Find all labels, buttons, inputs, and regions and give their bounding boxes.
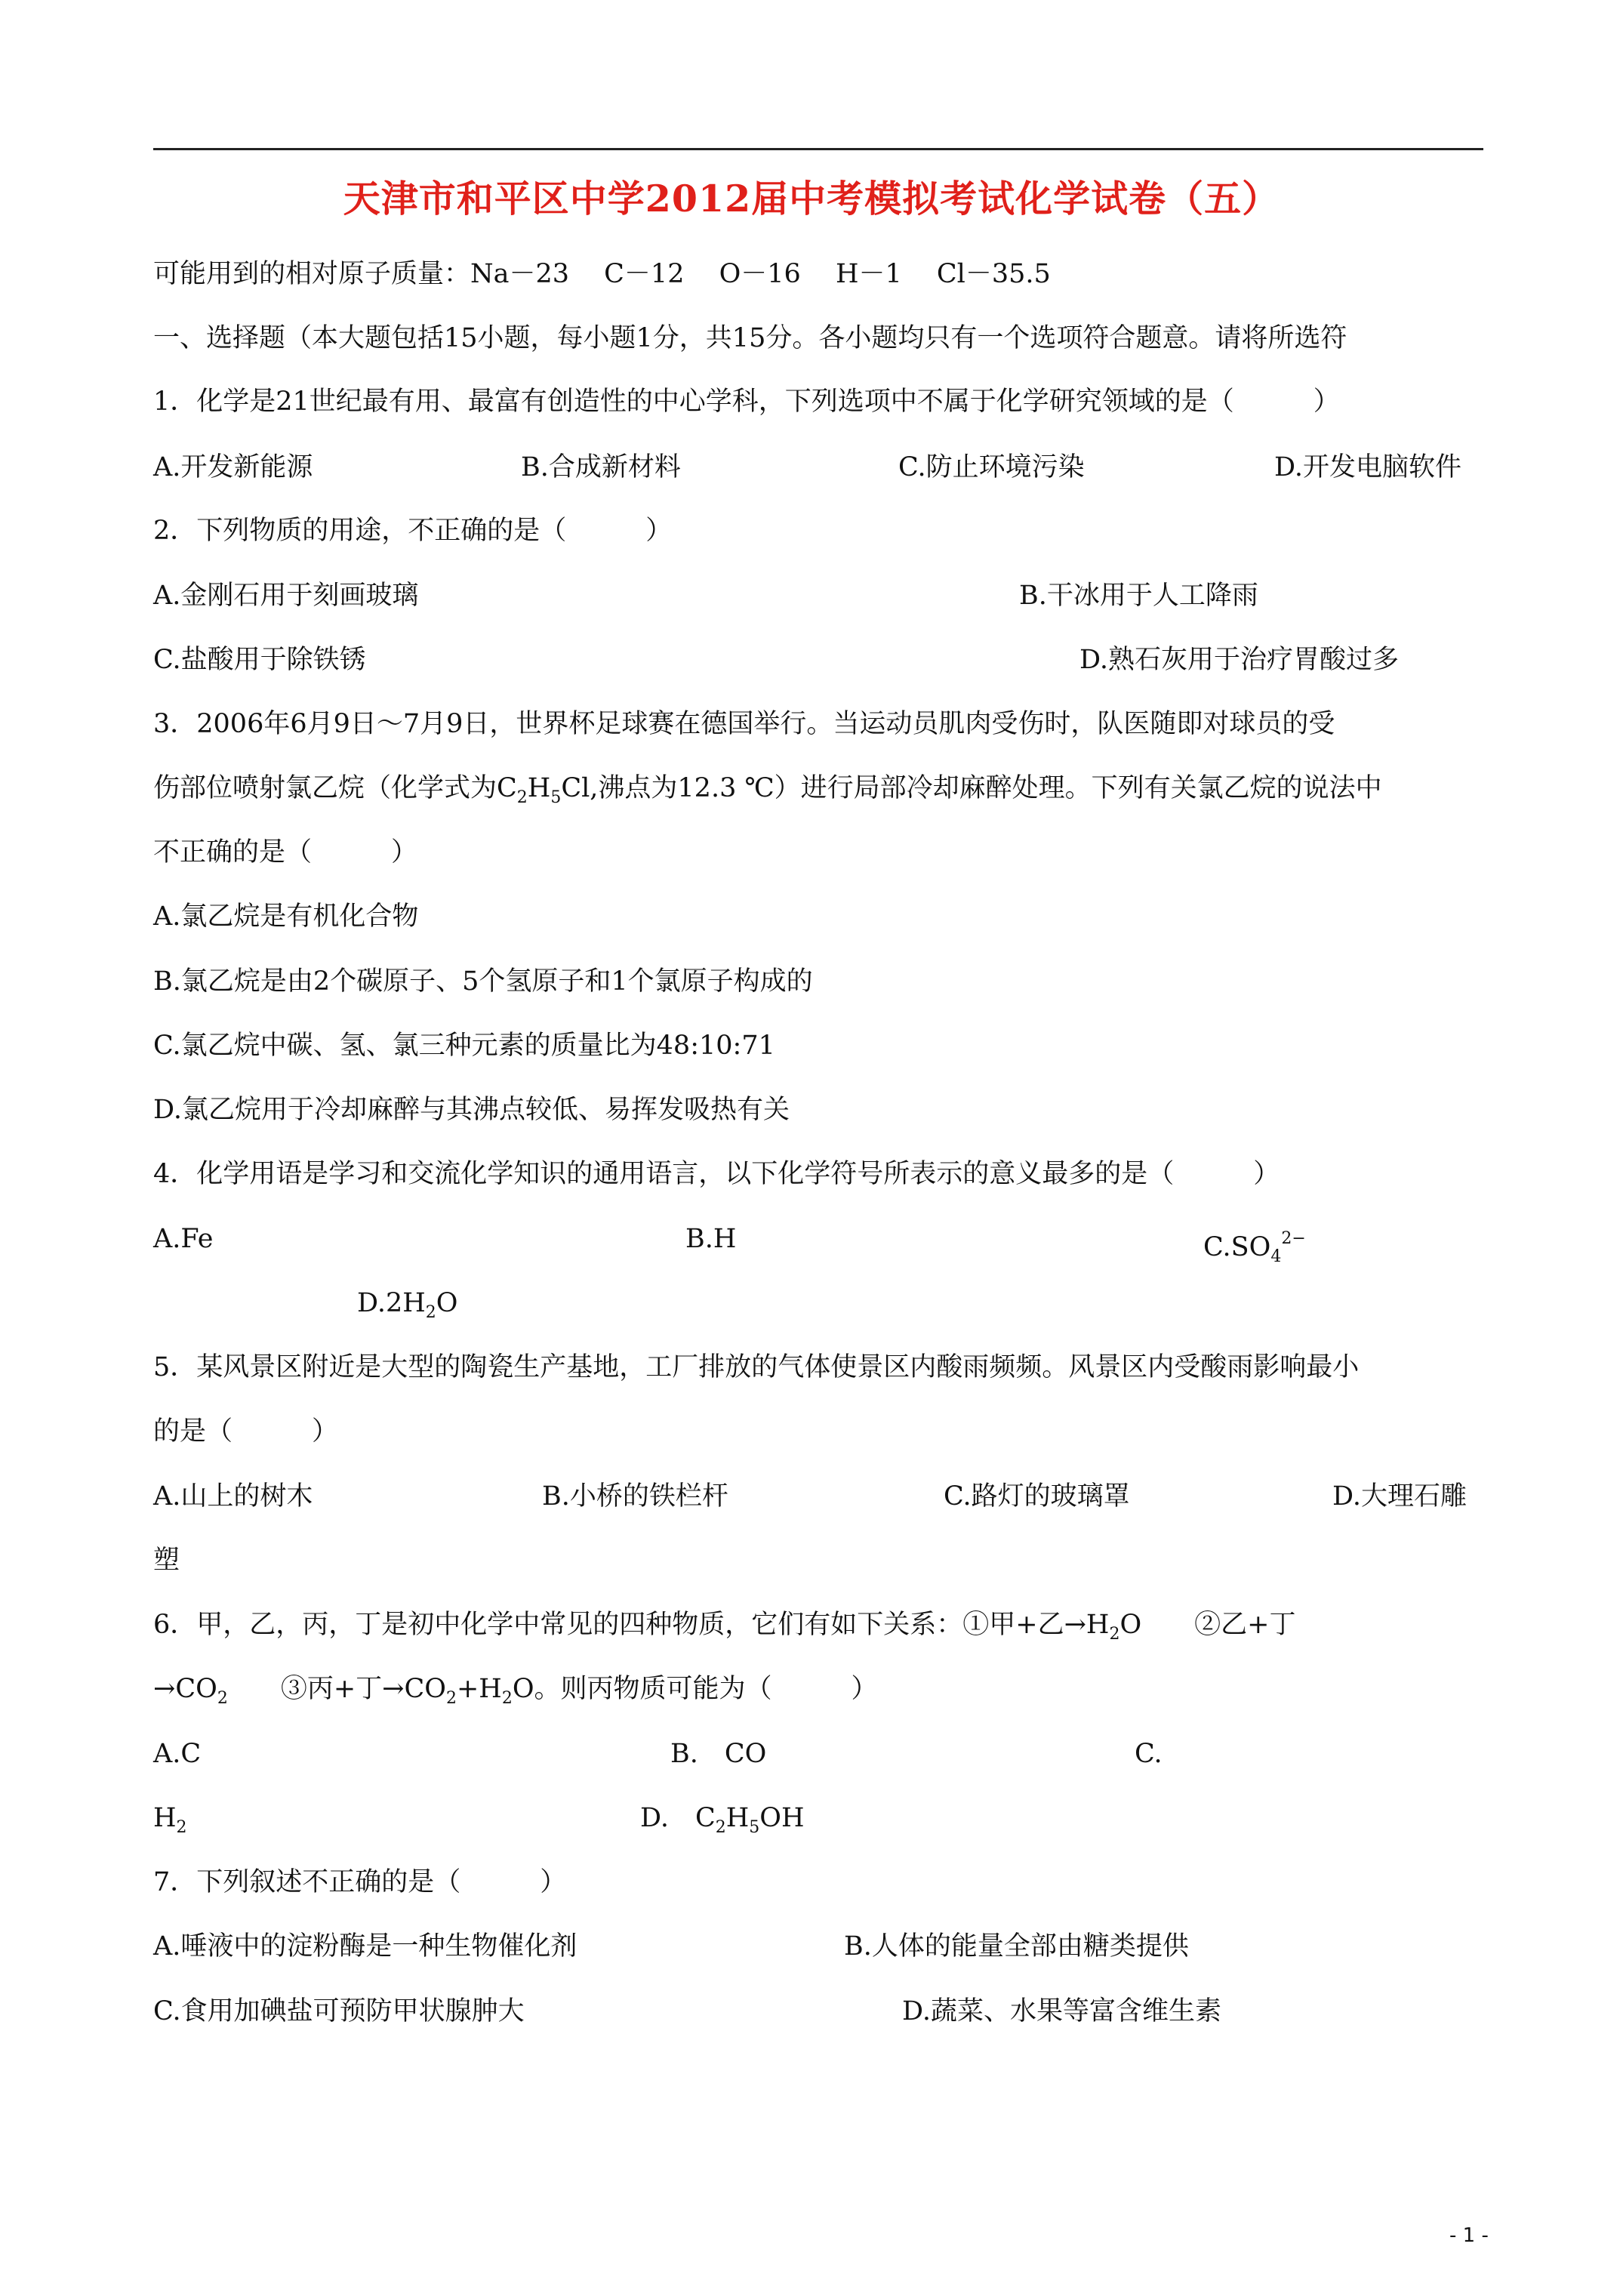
q7-option-d: D.蔬菜、水果等富含维生素 — [902, 1996, 1221, 2026]
q3-option-c: C.氯乙烷中碳、氢、氯三种元素的质量比为48:10:71 — [153, 1031, 775, 1061]
question-2-stem: 2．下列物质的用途，不正确的是（ ） — [153, 516, 673, 546]
q1-option-c: C.防止环境污染 — [898, 452, 1085, 482]
question-3-line-2: 伤部位喷射氯乙烷（化学式为$C_2H_5Cl$,沸点为12.3 ℃）进行局部冷却麻醉处理。下列有关氯乙烷的说法中 — [153, 773, 1382, 807]
q7-option-a: A.唾液中的淀粉酶是一种生物催化剂 — [153, 1931, 577, 1962]
q4-option-a: A.Fe — [153, 1224, 214, 1254]
q2-option-b: B.干冰用于人工降雨 — [1019, 581, 1258, 611]
question-1-stem: 1．化学是21世纪最有用、最富有创造性的中心学科，下列选项中不属于化学研究领域的是（ ） — [153, 387, 1340, 417]
q4-option-c: $C.SO_4^{2-}$ — [1203, 1229, 1306, 1266]
q6-option-c: C. — [1135, 1739, 1163, 1769]
q6-option-b: B. CO — [670, 1739, 767, 1769]
q4-option-d: $D.2H_2O$ — [357, 1288, 458, 1322]
question-5-line-2: 的是（ ） — [153, 1416, 339, 1447]
q2-option-d: D.熟石灰用于治疗胃酸过多 — [1079, 645, 1399, 675]
page-number: - 1 - — [1449, 2224, 1489, 2247]
section-heading: 一、选择题（本大题包括15小题，每小题1分，共15分。各小题均只有一个选项符合题意。请将所选符 — [153, 323, 1347, 353]
q6-option-a: A.C — [153, 1739, 202, 1769]
q6-option-c-continued: $H_2$ — [153, 1803, 187, 1837]
question-3-line-1: 3．2006年6月9日～7月9日，世界杯足球赛在德国举行。当运动员肌肉受伤时，队医随即对球员的受 — [153, 709, 1335, 739]
question-3-line-3: 不正确的是（ ） — [153, 837, 418, 868]
header-rule — [153, 148, 1483, 150]
question-7-stem: 7．下列叙述不正确的是（ ） — [153, 1867, 567, 1897]
exam-title: 天津市和平区中学2012届中考模拟考试化学试卷（五） — [343, 177, 1280, 220]
q2-option-a: A.金刚石用于刻画玻璃 — [153, 581, 419, 611]
q1-option-d: D.开发电脑软件 — [1274, 452, 1461, 482]
q6-option-d: D. $C_2H_5OH$ — [640, 1803, 805, 1837]
q3-option-d: D.氯乙烷用于冷却麻醉与其沸点较低、易挥发吸热有关 — [153, 1095, 790, 1125]
q5-option-d-continued: 塑 — [153, 1546, 180, 1576]
q7-option-c: C.食用加碘盐可预防甲状腺肿大 — [153, 1996, 525, 2026]
q7-option-b: B.人体的能量全部由糖类提供 — [844, 1931, 1189, 1962]
q3-option-b: B.氯乙烷是由2个碳原子、5个氢原子和1个氯原子构成的 — [153, 966, 813, 997]
question-6-line-1: 6．甲，乙，丙，丁是初中化学中常见的四种物质，它们有如下关系：①甲+乙$\to H_2O$ ②乙+丁 — [153, 1610, 1296, 1644]
q5-option-a: A.山上的树木 — [153, 1481, 313, 1512]
q4-option-b: B.H — [685, 1224, 737, 1254]
question-5-line-1: 5．某风景区附近是大型的陶瓷生产基地，工厂排放的气体使景区内酸雨频频。风景区内受酸雨影响最小 — [153, 1352, 1360, 1382]
question-6-line-2: $\to CO_2$ ③丙+丁$\to CO_2+H_2O$。则丙物质可能为（ ） — [153, 1674, 878, 1708]
question-4-stem: 4．化学用语是学习和交流化学知识的通用语言，以下化学符号所表示的意义最多的是（ ） — [153, 1159, 1280, 1189]
q5-option-d: D.大理石雕 — [1332, 1481, 1467, 1512]
q3-option-a: A.氯乙烷是有机化合物 — [153, 901, 419, 932]
q2-option-c: C.盐酸用于除铁锈 — [153, 645, 366, 675]
q1-option-b: B.合成新材料 — [521, 452, 681, 482]
q1-option-a: A.开发新能源 — [153, 452, 313, 482]
atomic-mass-line: 可能用到的相对原子质量：Na－23 C－12 O－16 H－1 Cl－35.5 — [153, 259, 1051, 289]
q5-option-c: C.路灯的玻璃罩 — [944, 1481, 1130, 1512]
q5-option-b: B.小桥的铁栏杆 — [542, 1481, 728, 1512]
